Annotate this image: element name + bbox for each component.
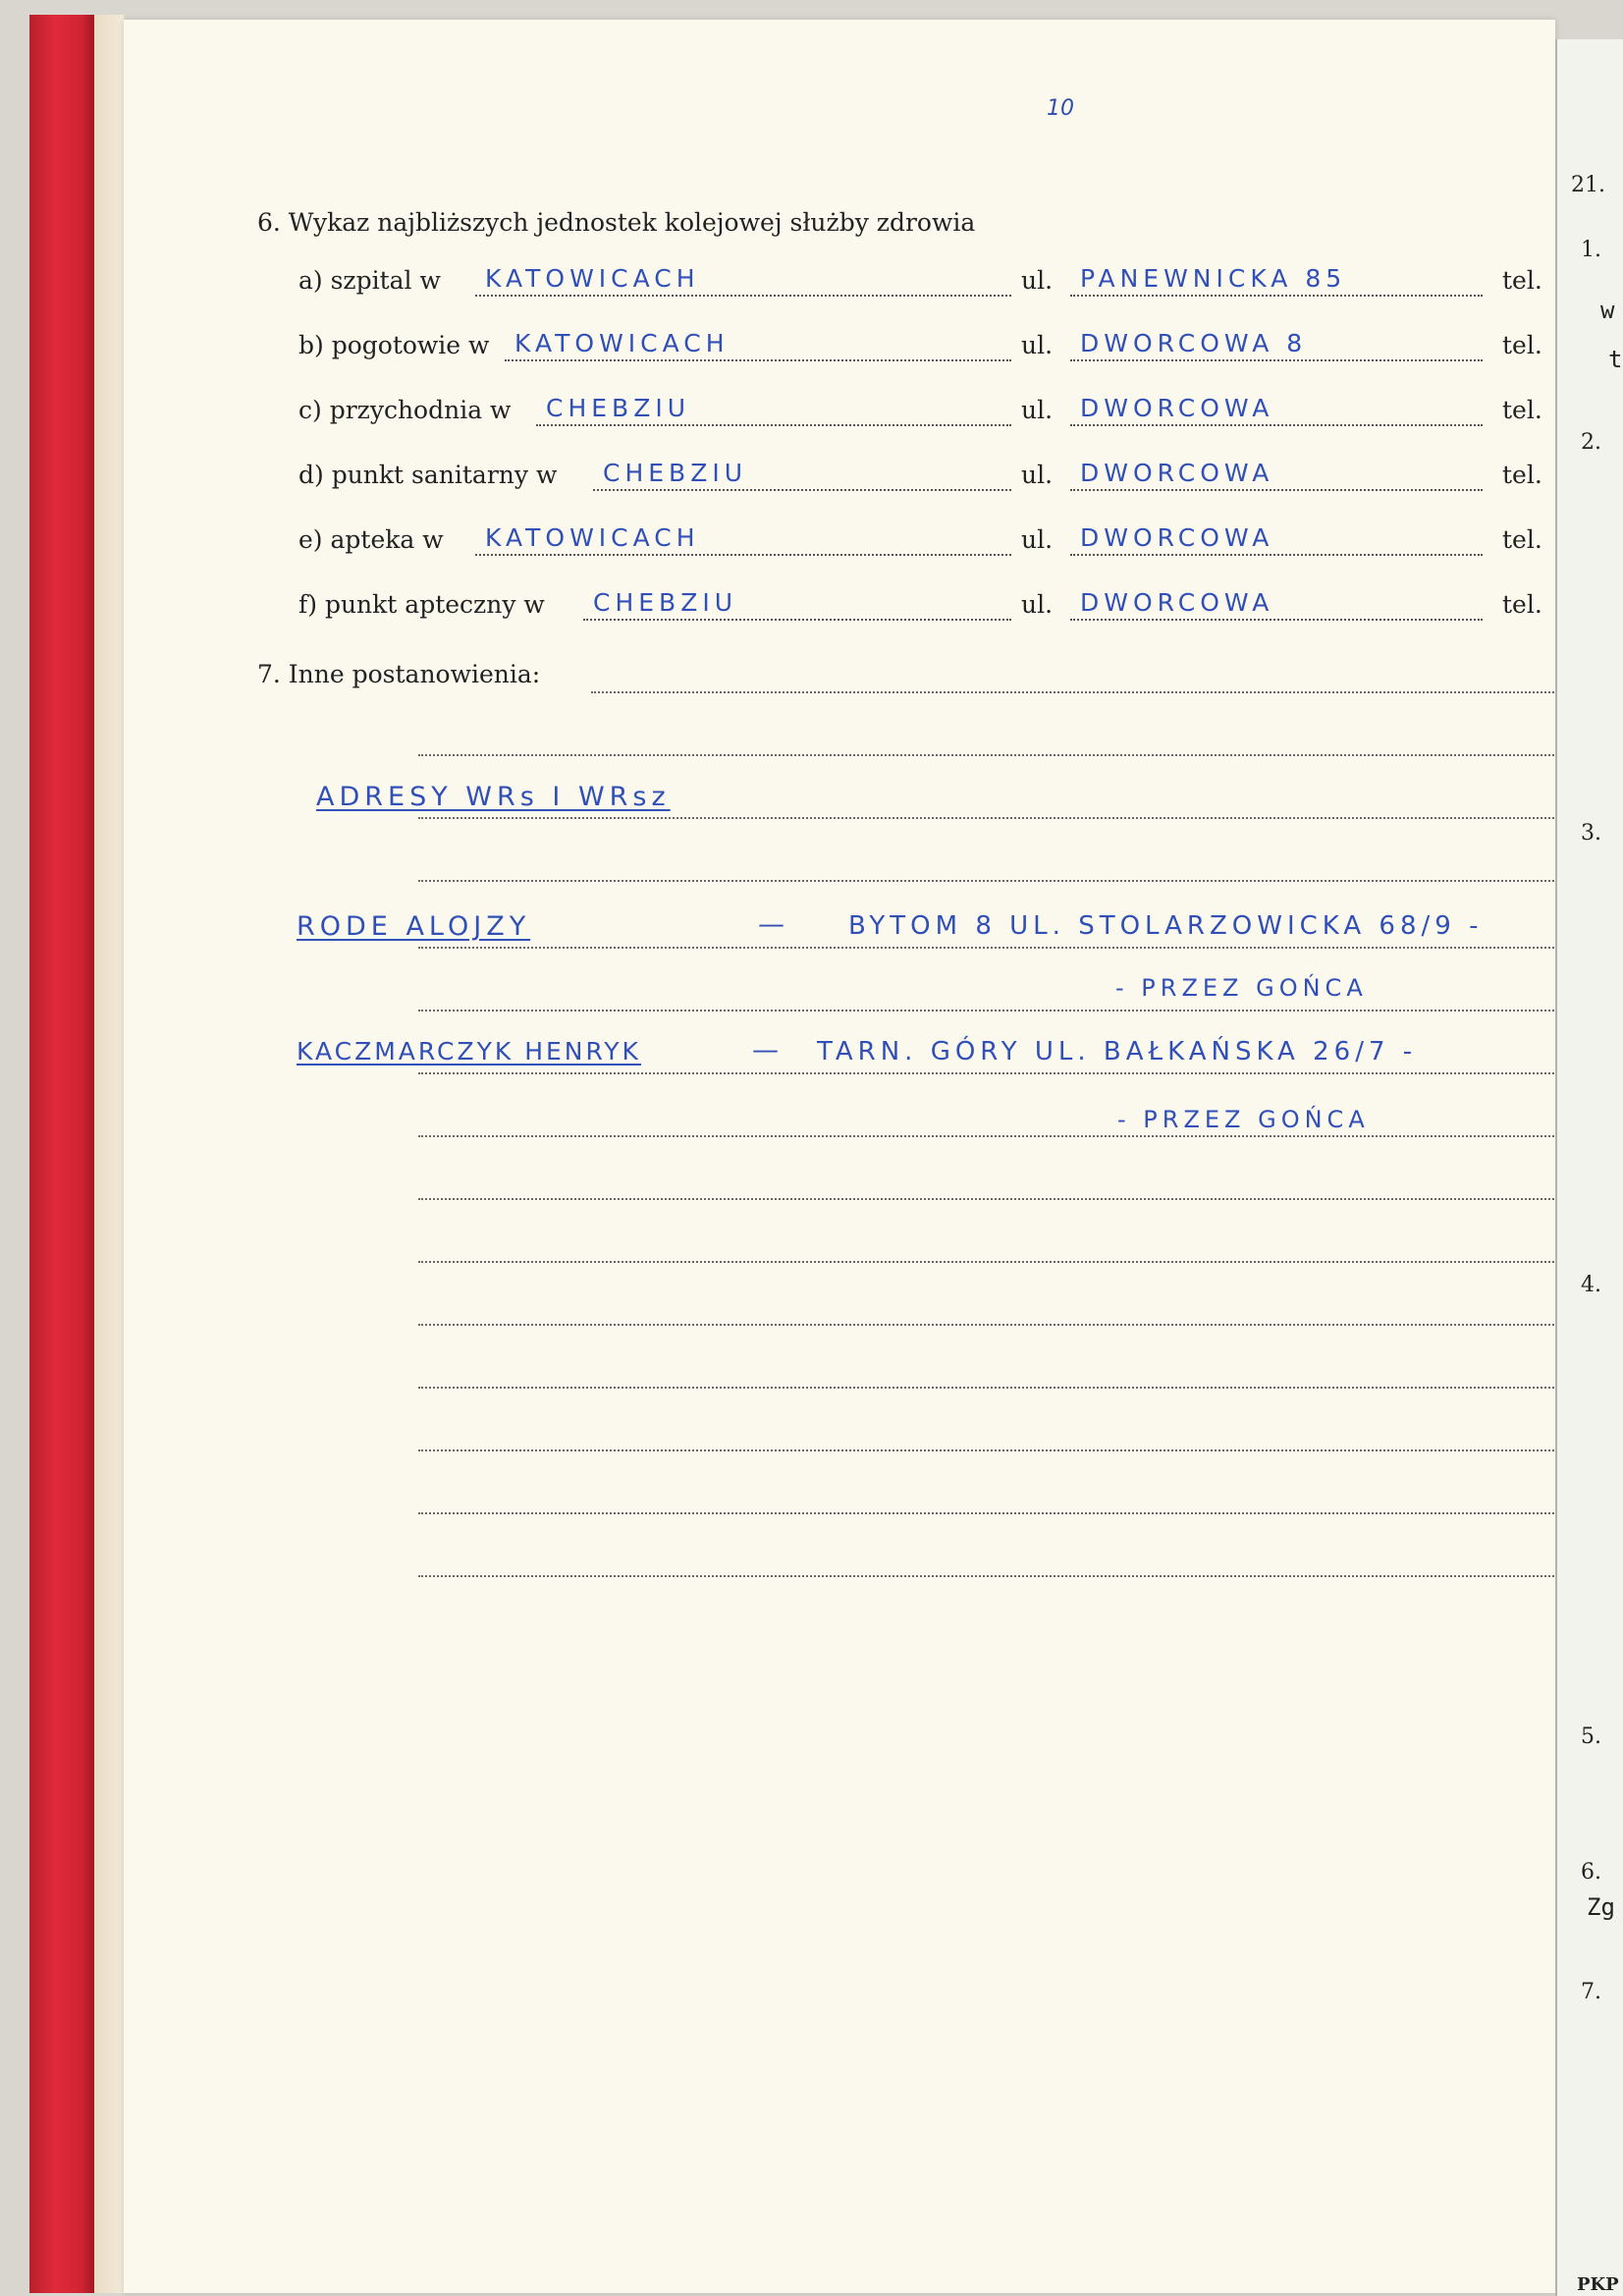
book-binding [29,15,94,2293]
adjacent-number: 21. [1571,173,1605,197]
street-value: DWORCOWA [1080,459,1274,487]
dotted-line [418,817,1623,819]
adjacent-number: 1. [1581,238,1601,262]
city-field [536,387,1011,426]
person-2-via: - PRZEZ GOŃCA [1117,1106,1370,1133]
street-field [1070,322,1483,361]
dotted-line [418,1512,1623,1514]
health-unit-row [298,581,1623,621]
person-2-address: TARN. GÓRY UL. BAŁKAŃSKA 26/7 - [817,1037,1418,1066]
adjacent-fragment: Zg [1587,1893,1615,1921]
ul-label: ul. [1021,396,1054,424]
row-label: f) punkt apteczny w [298,590,545,619]
city-field [593,452,1011,491]
dotted-line [418,880,1623,882]
street-field [1070,257,1483,297]
person-1-name: RODE ALOJZY [297,911,531,942]
row-label: e) apteka w [298,525,444,554]
adjacent-fragment: PKP [1577,2274,1619,2295]
ul-label: ul. [1021,525,1054,554]
street-field [1070,581,1483,621]
section-6-title: 6. Wykaz najbliższych jednostek kolejowej służby zdrowia [257,208,976,237]
tel-label: tel. [1502,461,1542,489]
city-value: KATOWICACH [485,264,700,293]
street-field [1070,387,1483,426]
ul-label: ul. [1021,331,1054,359]
city-value: CHEBZIU [593,588,737,617]
adjacent-fragment: t [1608,346,1623,373]
dash: — [752,1035,784,1066]
dash: — [758,909,789,940]
health-unit-row [298,387,1623,426]
ul-label: ul. [1021,590,1054,619]
street-field [1070,452,1483,491]
adjacent-number: 4. [1581,1273,1601,1297]
city-field [505,322,1011,361]
city-value: KATOWICACH [514,329,730,357]
dotted-line [418,1198,1623,1200]
city-field [475,257,1011,297]
ul-label: ul. [1021,461,1054,489]
dotted-line [418,1324,1623,1326]
health-unit-row [298,257,1623,297]
section-7-title: 7. Inne postanowienia: [257,660,541,688]
adjacent-fragment: w [1600,297,1615,324]
adjacent-number: 6. [1581,1860,1601,1885]
city-value: CHEBZIU [546,394,690,422]
health-unit-row [298,452,1623,491]
page-number: 10 [1047,96,1074,121]
dotted-line [591,691,1623,693]
dotted-line [418,1387,1623,1389]
tel-label: tel. [1502,266,1542,295]
tel-label: tel. [1502,396,1542,424]
adjacent-number: 2. [1581,430,1601,455]
document-page [124,20,1555,2293]
binding-edge [94,15,124,2293]
adjacent-number: 3. [1581,821,1601,846]
dotted-line [418,1575,1623,1577]
adjacent-number: 7. [1581,1980,1601,2004]
street-field [1070,517,1483,556]
health-unit-row [298,517,1623,556]
person-2-name: KACZMARCZYK HENRYK [297,1037,641,1066]
health-unit-row [298,322,1623,361]
row-label: b) pogotowie w [298,331,490,359]
dotted-line [418,754,1623,756]
adjacent-page-edge [1555,39,1623,2296]
dotted-line [418,1449,1623,1451]
row-label: d) punkt sanitarny w [298,461,558,489]
dotted-line [418,1072,1623,1074]
tel-label: tel. [1502,331,1542,359]
tel-label: tel. [1502,525,1542,554]
street-value: DWORCOWA [1080,523,1274,552]
city-field [583,581,1011,621]
dotted-line [418,1135,1623,1137]
ul-label: ul. [1021,266,1054,295]
city-field [475,517,1011,556]
handwritten-heading: ADRESY WRs I WRsz [316,782,671,812]
city-value: KATOWICACH [485,523,700,552]
row-label: a) szpital w [298,266,441,295]
city-value: CHEBZIU [603,459,747,487]
adjacent-number: 5. [1581,1724,1601,1749]
row-label: c) przychodnia w [298,396,512,424]
person-1-via: - PRZEZ GOŃCA [1115,974,1368,1002]
dotted-line [418,947,1623,949]
person-1-address: BYTOM 8 UL. STOLARZOWICKA 68/9 - [848,911,1484,941]
dotted-line [418,1010,1623,1011]
street-value: PANEWNICKA 85 [1080,264,1347,293]
street-value: DWORCOWA [1080,588,1274,617]
street-value: DWORCOWA 8 [1080,329,1308,357]
dotted-line [418,1261,1623,1263]
tel-label: tel. [1502,590,1542,619]
street-value: DWORCOWA [1080,394,1274,422]
